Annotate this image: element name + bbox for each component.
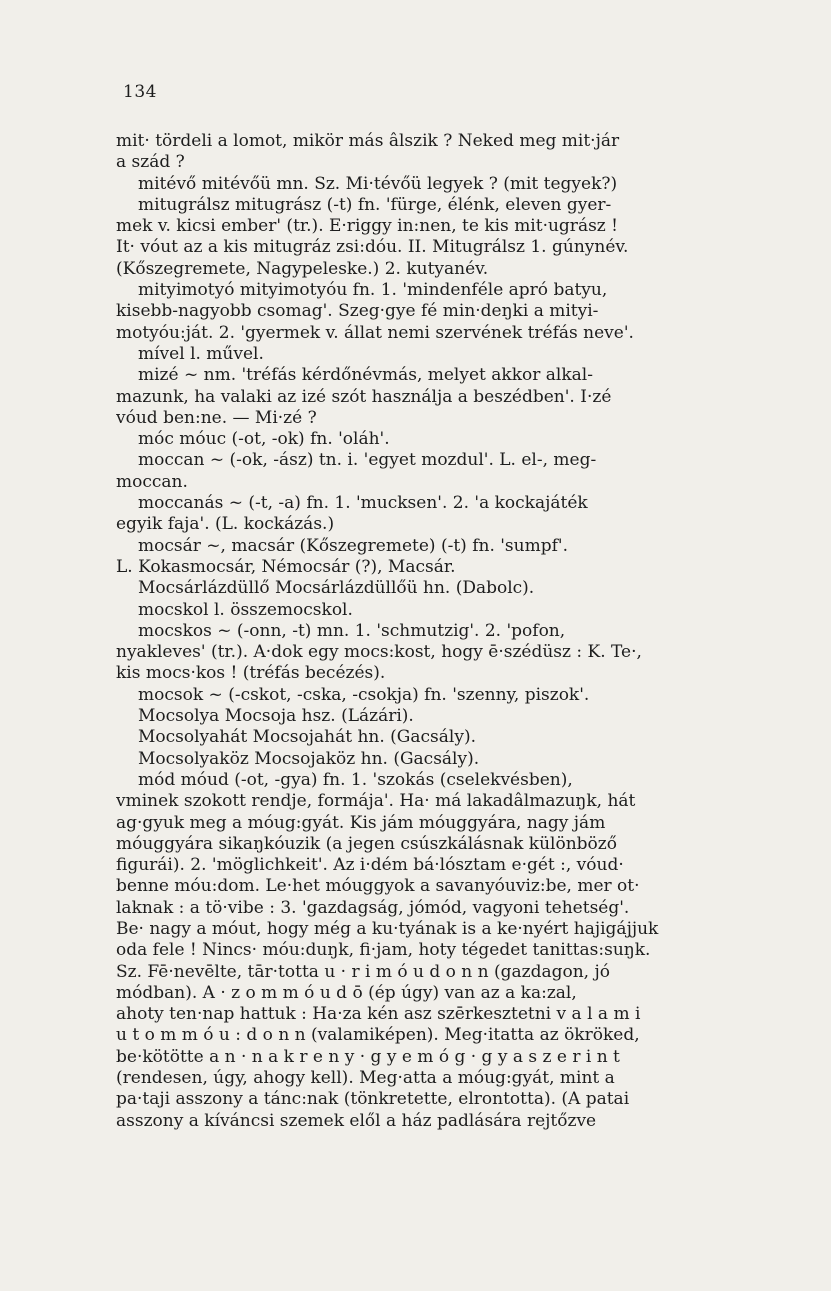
dictionary-text: [116, 131, 758, 1132]
text-line: ahoty ten·nap hattuk : Ha·za kén asz szērkesztetni v a l a m i: [116, 1004, 641, 1025]
text-line: mocsok ~ (-cskot, -cska, -csokja) fn. 'szenny, piszok'.: [138, 684, 590, 705]
text-line: laknak : a tö·vibe : 3. 'gazdagság, jómód, vagyoni tehetség'.: [116, 897, 630, 918]
text-line: asszony a kíváncsi szemek elől a ház padlására rejtőzve: [116, 1110, 597, 1131]
text-line: be·kötötte a n · n a k r e n y · g y e m ó g · g y a s z e r i n t: [116, 1046, 620, 1067]
text-line: mitévő mitévőü mn. Sz. Mi·tévőü legyek ? (mit tegyek?): [138, 173, 618, 194]
text-line: moccanás ~ (-t, -a) fn. 1. 'mucksen'. 2. 'a kockajáték: [138, 493, 588, 514]
text-line: (rendesen, úgy, ahogy kell). Meg·atta a móug:gyát, mint a: [116, 1068, 615, 1089]
text-line: mek v. kicsi ember' (tr.). E·riggy in:nen, te kis mit·ugrász !: [116, 216, 618, 237]
text-line: módban). A · z o m m ó u d ō (ép úgy) van az a ka:zal,: [116, 982, 577, 1003]
text-line: nyakleves' (tr.). A·dok egy mocs:kost, hogy ē·szédüsz : K. Te·,: [116, 642, 642, 663]
text-line: moccan.: [116, 471, 188, 492]
text-line: mizé ~ nm. 'tréfás kérdőnévmás, melyet akkor alkal-: [138, 365, 593, 386]
text-line: oda fele ! Nincs· móu:duŋk, fi·jam, hoty tégedet tanittas:suŋk.: [116, 940, 651, 961]
text-line: Mocsolyahát Mocsojahát hn. (Gacsály).: [138, 727, 476, 748]
text-line: mód móud (-ot, -gya) fn. 1. 'szokás (cselekvésben),: [138, 769, 573, 790]
text-line: figurái). 2. 'möglichkeit'. Az i·dém bá·lósztam e·gét :, vóud·: [116, 855, 624, 876]
text-line: Mocsolyaköz Mocsojaköz hn. (Gacsály).: [138, 748, 480, 769]
text-line: mitugrálsz mitugrász (-t) fn. 'fürge, élénk, eleven gyer-: [138, 194, 612, 215]
text-line: L. Kokasmocsár, Némocsár (?), Macsár.: [116, 556, 456, 577]
text-line: u t o m m ó u : d o n n (valamiképen). Meg·itatta az ökröked,: [116, 1025, 640, 1046]
text-line: mocsár ~, macsár (Kőszegremete) (-t) fn. 'sumpf'.: [138, 535, 568, 556]
text-line: a szád ?: [116, 152, 185, 173]
text-line: benne móu:dom. Le·het móuggyok a savanyóuviz:be, mer ot·: [116, 876, 640, 897]
text-line: mível l. művel.: [138, 343, 264, 364]
text-line: mityimotyó mityimotyóu fn. 1. 'mindenféle apró batyu,: [138, 280, 608, 301]
text-line: móc móuc (-ot, -ok) fn. 'oláh'.: [138, 429, 390, 450]
text-line: kis mocs·kos ! (tréfás becézés).: [116, 663, 386, 684]
text-line: mit· tördeli a lomot, mikör más âlszik ? Neked meg mit·jár: [116, 131, 620, 151]
text-line: vóud ben:ne. — Mi·zé ?: [116, 407, 317, 428]
text-line: mazunk, ha valaki az izé szót használja a beszédben'. I·zé: [116, 386, 612, 407]
text-line: mocskol l. összemocskol.: [138, 599, 353, 620]
text-line: Mocsárlázdüllő Mocsárlázdüllőü hn. (Dabolc).: [138, 578, 535, 599]
text-line: (Kőszegremete, Nagypeleske.) 2. kutyanév.: [116, 258, 489, 279]
text-line: moccan ~ (-ok, -ász) tn. i. 'egyet mozdul'. L. el-, meg-: [138, 450, 597, 471]
text-line: It· vóut az a kis mitugráz zsi:dóu. II. Mitugrálsz 1. gúnynév.: [116, 237, 629, 258]
page-number: 134: [123, 82, 157, 102]
text-line: Mocsolya Mocsoja hsz. (Lázári).: [138, 706, 414, 727]
text-line: Sz. Fē·nevēlte, tār·totta u · r i m ó u d o n n (gazdagon, jó: [116, 961, 610, 982]
text-line: ag·gyuk meg a móug:gyát. Kis jám móuggyára, nagy jám: [116, 812, 606, 833]
text-line: vminek szokott rendje, formája'. Ha· má lakadâlmazuŋk, hát: [116, 791, 636, 812]
text-line: mocskos ~ (-onn, -t) mn. 1. 'schmutzig'. 2. 'pofon,: [138, 620, 566, 641]
text-line: egyik faja'. (L. kockázás.): [116, 514, 335, 535]
text-line: motyóu:ját. 2. 'gyermek v. állat nemi szervének tréfás neve'.: [116, 322, 634, 343]
text-line: kisebb-nagyobb csomag'. Szeg·gye fé min·deŋki a mityi-: [116, 301, 599, 322]
text-line: Be· nagy a móut, hogy még a ku·tyának is a ke·nyért hajigájjuk: [116, 918, 659, 939]
text-line: pa·taji asszony a tánc:nak (tönkretette, elrontotta). (A patai: [116, 1089, 630, 1110]
text-line: móuggyára sikaŋkóuzik (a jegen csúszkálásnak különböző: [116, 833, 617, 854]
